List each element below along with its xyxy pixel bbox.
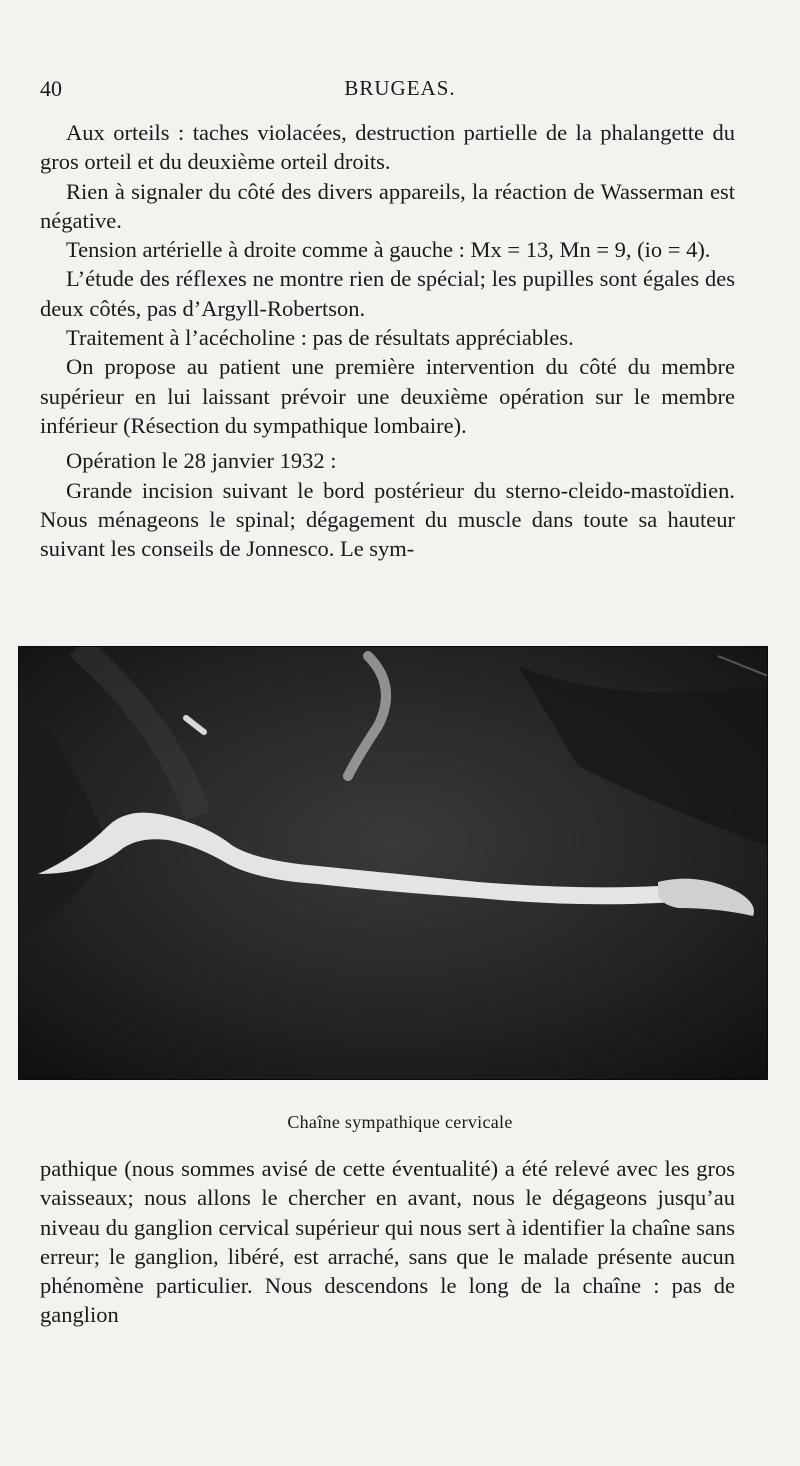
figure-caption: Chaîne sympathique cervicale bbox=[287, 1112, 513, 1132]
running-title: BRUGEAS. bbox=[344, 76, 456, 100]
paragraph-treatment: Traitement à l’acécholine : pas de résultats appréciables. bbox=[66, 325, 574, 351]
paragraph-continuation: pathique (nous sommes avisé de cette éventualité) a été relevé avec les gros vaisseaux; nous allons le chercher en avant, nous le dégageons jusqu’au niveau du ganglion cervical supérieur qui nous sert à identifier la chaîne sans erreur; le ganglion, libéré, est arraché, sans que le malade présente aucun phénomène particulier. Nous descendons le long de la chaîne : pas de ganglion bbox=[40, 1156, 735, 1328]
paragraph-blood-pressure: Tension artérielle à droite comme à gauche : Mx = 13, Mn = 9, (io = 4). bbox=[66, 237, 711, 263]
running-head bbox=[40, 76, 760, 106]
body-text-top bbox=[40, 118, 735, 563]
paragraph-reflexes: L’étude des réflexes ne montre rien de spécial; les pupilles sont égales des deux côtés, pas d’Argyll-Robertson. bbox=[40, 266, 735, 321]
paragraph-toes: Aux orteils : taches violacées, destruction partielle de la phalangette du gros orteil et du deuxième orteil droits. bbox=[40, 120, 735, 175]
paragraph-incision: Grande incision suivant le bord postérieur du sterno-cleido-mastoïdien. Nous ménageons le spinal; dégagement du muscle dans toute sa hauteur suivant les conseils de Jonnesco. Le sym- bbox=[40, 477, 735, 562]
paragraph-proposal: On propose au patient une première intervention du côté du membre supérieur en lui laissant prévoir une deuxième opération sur le membre inférieur (Résection du sympathique lombaire). bbox=[40, 354, 735, 438]
figure-photograph bbox=[18, 646, 768, 1080]
page-number: 40 bbox=[40, 76, 62, 101]
paragraph-operation-date: Opération le 28 janvier 1932 : bbox=[66, 448, 337, 474]
sympathetic-chain-photo bbox=[18, 646, 768, 1080]
body-text-bottom bbox=[40, 1154, 735, 1330]
paragraph-wasserman: Rien à signaler du côté des divers appareils, la réaction de Wasserman est négative. bbox=[40, 178, 735, 233]
